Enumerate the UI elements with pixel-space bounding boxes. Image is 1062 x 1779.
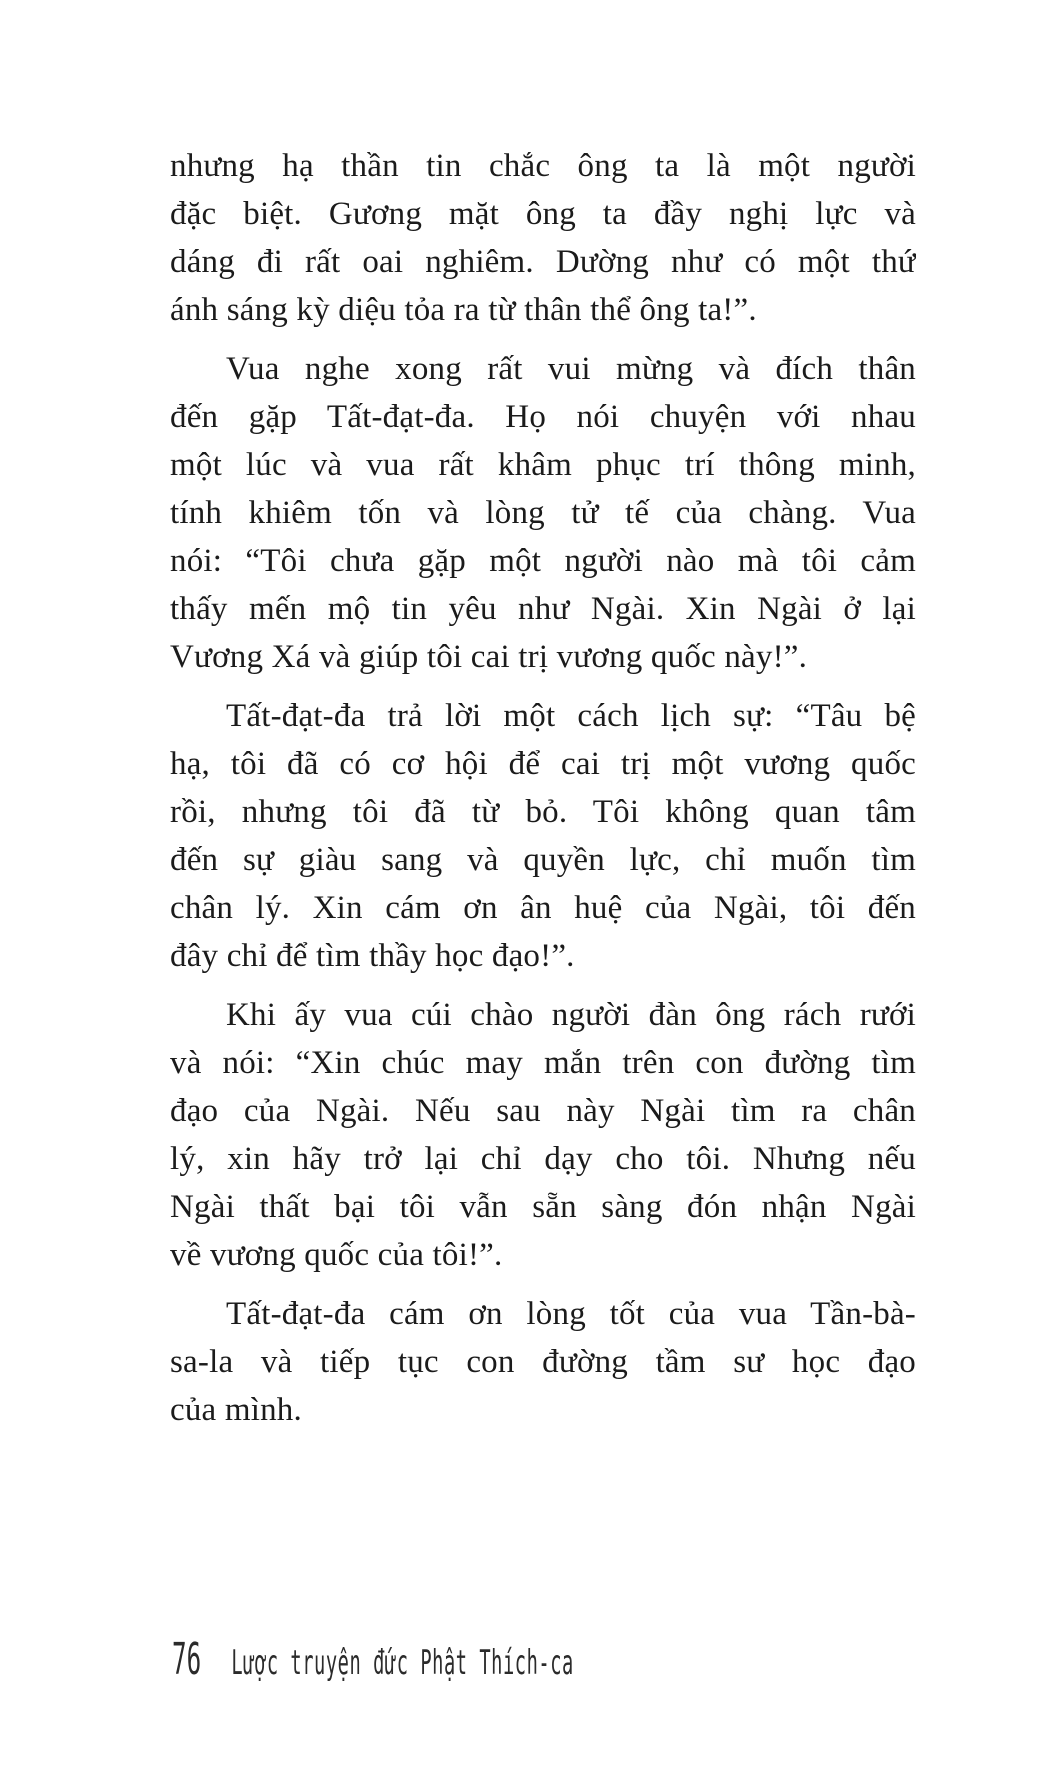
text-line: đến sự giàu sang và quyền lực, chỉ muốn tìm [170,842,916,878]
paragraph [170,991,916,1279]
text-line: hạ, tôi đã có cơ hội để cai trị một vương quốc [170,746,916,782]
text-line: một lúc và vua rất khâm phục trí thông minh, [170,447,916,483]
text-line: đến gặp Tất-đạt-đa. Họ nói chuyện với nhau [170,399,916,435]
text-line: rồi, nhưng tôi đã từ bỏ. Tôi không quan tâm [170,794,916,830]
text-line: và nói: “Xin chúc may mắn trên con đường tìm [170,1045,916,1081]
page-footer [172,1634,574,1685]
text-line: lý, xin hãy trở lại chỉ dạy cho tôi. Nhưng nếu [170,1141,916,1177]
text-line: Vương Xá và giúp tôi cai trị vương quốc này!”. [170,639,808,675]
text-line: đặc biệt. Gương mặt ông ta đầy nghị lực và [170,196,916,232]
paragraph [170,692,916,980]
text-line: về vương quốc của tôi!”. [170,1237,503,1273]
text-line: nhưng hạ thần tin chắc ông ta là một người [170,148,916,184]
paragraph [170,345,916,681]
text-line: chân lý. Xin cám ơn ân huệ của Ngài, tôi đến [170,890,916,926]
page-number: 76 [172,1634,202,1685]
text-line: sa-la và tiếp tục con đường tầm sư học đạo [170,1344,916,1380]
text-line: Khi ấy vua cúi chào người đàn ông rách rưới [226,997,916,1033]
text-line: của mình. [170,1392,302,1428]
text-line: đây chỉ để tìm thầy học đạo!”. [170,938,575,974]
text-line: Tất-đạt-đa trả lời một cách lịch sự: “Tâu bệ [226,698,916,734]
text-line: thấy mến mộ tin yêu như Ngài. Xin Ngài ở lại [170,591,916,627]
text-line: Tất-đạt-đa cám ơn lòng tốt của vua Tần-bà- [226,1296,916,1332]
paragraph [170,142,916,334]
text-line: đạo của Ngài. Nếu sau này Ngài tìm ra chân [170,1093,916,1129]
paragraph [170,1290,916,1434]
text-line: dáng đi rất oai nghiêm. Dường như có một thứ [170,244,916,280]
text-line: ánh sáng kỳ diệu tỏa ra từ thân thể ông ta!”. [170,292,757,328]
text-line: Ngài thất bại tôi vẫn sẵn sàng đón nhận Ngài [170,1189,916,1225]
text-block [170,142,916,1434]
text-line: Vua nghe xong rất vui mừng và đích thân [226,351,916,387]
running-title: Lược truyện đức Phật Thích-ca [231,1643,574,1683]
text-line: nói: “Tôi chưa gặp một người nào mà tôi cảm [170,543,916,579]
text-line: tính khiêm tốn và lòng tử tế của chàng. Vua [170,495,916,531]
